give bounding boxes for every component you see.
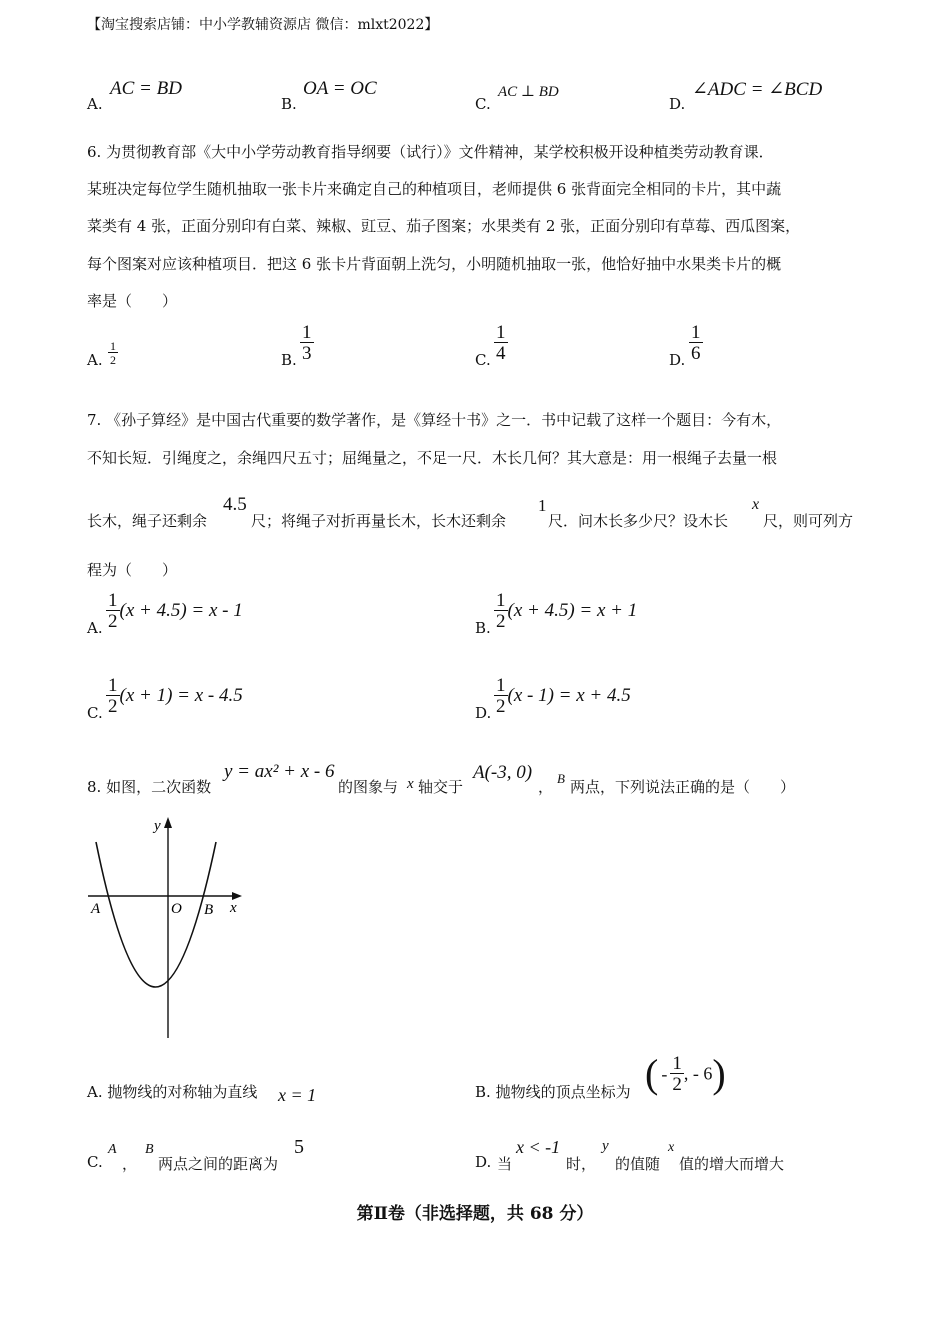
q5-option-d <box>669 95 685 113</box>
q8-option-d-cond: x < -1 <box>516 1137 561 1157</box>
frac-num: 1 <box>302 322 312 343</box>
frac-num: 1 <box>672 1053 682 1074</box>
q7-option-c-expr <box>106 676 243 716</box>
q8-option-c-label: C. <box>87 1153 103 1171</box>
q8-option-d-time: 时， <box>566 1155 597 1173</box>
minus-sign: - <box>661 1063 668 1084</box>
q5-option-b <box>281 95 297 113</box>
q7-option-b: B. <box>475 619 491 637</box>
q6-option-c-frac <box>494 323 508 363</box>
q6-option-c: C. <box>475 351 491 369</box>
frac-num: 1 <box>496 322 506 343</box>
equation-rest: (x + 4.5) = x + 1 <box>507 600 638 621</box>
graph-label-y: y <box>154 818 161 834</box>
q7-option-b-expr <box>494 591 637 631</box>
q5-option-c <box>475 95 491 113</box>
frac-num: 1 <box>108 590 118 611</box>
q7-line-4: 程为（ ） <box>87 561 178 579</box>
q7-option-a-expr <box>106 591 243 631</box>
frac-den: 2 <box>108 611 118 632</box>
q8-function: y = ax² + x - 6 <box>224 761 335 782</box>
q7-value-1: 1 <box>538 496 547 515</box>
frac-den: 2 <box>496 611 506 632</box>
q7-line-3d: 尺，则可列方 <box>763 512 854 530</box>
frac-num: 1 <box>496 590 506 611</box>
option-label: A. <box>87 95 103 113</box>
q7-line-2: 不知长短．引绳度之，余绳四尺五寸；屈绳量之，不足一尺．木长几何？其大意是：用一根绳子去量一根 <box>87 449 778 467</box>
option-text: 抛物线的顶点坐标为 <box>495 1083 631 1101</box>
q6-line-1: 6. 为贯彻教育部《大中小学劳动教育指导纲要（试行）》文件精神，某学校积极开设种植类劳动教育课． <box>87 143 774 161</box>
q7-line-3b: 尺；将绳子对折再量长木，长木还剩余 <box>251 512 507 530</box>
frac-den: 3 <box>302 343 312 364</box>
parabola-curve <box>96 842 216 987</box>
q8-text-c: 轴交于 <box>418 778 464 796</box>
q8-option-c-point-a: A <box>108 1142 117 1157</box>
shop-header: 【淘宝搜索店铺：中小学教辅资源店 微信：mlxt2022】 <box>87 17 439 33</box>
option-text: 抛物线的对称轴为直线 <box>107 1083 258 1101</box>
q7-option-d: D. <box>475 704 492 722</box>
q6-line-4: 每个图案对应该种植项目．把这 6 张卡片背面朝上洗匀，小明随机抽取一张，他恰好抽中水果类卡片的概 <box>87 255 782 273</box>
q7-line-3a: 长木，绳子还剩余 <box>87 512 208 530</box>
q6-option-d: D. <box>669 351 686 369</box>
q5-option-d-expr: ∠ADC = ∠BCD <box>692 79 823 100</box>
q7-option-c: C. <box>87 704 103 722</box>
equation-rest: (x + 4.5) = x - 1 <box>119 600 243 621</box>
q8-option-a-expr: x = 1 <box>278 1085 317 1105</box>
q8-option-b <box>475 1081 631 1102</box>
option-label: C. <box>475 95 491 113</box>
q8-option-a <box>87 1081 257 1102</box>
q7-line-1: 7. 《孙子算经》是中国古代重要的数学著作，是《算经十书》之一．书中记载了这样一个题目：今有木， <box>87 411 782 429</box>
option-label: B. <box>475 1083 491 1101</box>
q8-option-b-expr: ( - $\frac{1}{2}$ , - 6) <box>645 1051 726 1096</box>
x-axis-arrow <box>232 892 242 900</box>
option-label: D. <box>669 95 686 113</box>
section-title: 第Ⅱ卷（非选择题，共 68 分） <box>356 1204 594 1224</box>
frac-den: 2 <box>496 696 506 717</box>
q6-line-3: 菜类有 4 张，正面分别印有白菜、辣椒、豇豆、茄子图案；水果类有 2 张，正面分别印有草莓、西瓜图案， <box>87 217 801 235</box>
frac-num: 1 <box>691 322 701 343</box>
frac-num: 1 <box>496 675 506 696</box>
q8-option-d-label: D. <box>475 1153 492 1171</box>
q8-option-d-text2: 值的增大而增大 <box>679 1155 785 1173</box>
q8-option-c-point-b: B <box>145 1142 154 1157</box>
q8-option-c-text: 两点之间的距离为 <box>158 1155 279 1173</box>
q8-option-d-x: x <box>668 1140 675 1155</box>
parabola-graph <box>80 812 260 1044</box>
q6-option-a: A. <box>87 351 103 369</box>
q8-option-c-value: 5 <box>294 1136 304 1158</box>
vertex-tail: , - 6 <box>683 1063 713 1084</box>
frac-den: 4 <box>496 343 506 364</box>
q8-var-x: x <box>407 776 414 792</box>
q5-option-c-expr: AC ⊥ BD <box>498 84 559 100</box>
frac-den: 2 <box>108 696 118 717</box>
frac-den: 2 <box>672 1074 682 1095</box>
q7-value-4-5: 4.5 <box>223 494 247 515</box>
q5-option-b-expr: OA = OC <box>303 78 377 99</box>
q6-option-d-frac <box>689 323 703 363</box>
frac-den: 6 <box>691 343 701 364</box>
graph-label-b: B <box>204 902 214 918</box>
q5-option-a-expr: AC = BD <box>110 78 182 99</box>
q8-option-d-text1: 的值随 <box>615 1155 661 1173</box>
q7-line-3c: 尺．问木长多少尺？设木长 <box>548 512 729 530</box>
graph-label-o: O <box>171 901 182 917</box>
q8-option-d-when: 当 <box>497 1155 513 1173</box>
q8-text-a: 8. 如图，二次函数 <box>87 778 212 796</box>
frac-num: 1 <box>108 675 118 696</box>
q5-option-a <box>87 95 103 113</box>
q8-option-c-sep: ， <box>122 1155 138 1173</box>
q8-point-b: B <box>557 771 565 786</box>
q6-line-5: 率是（ ） <box>87 292 178 310</box>
q7-option-d-expr <box>494 676 631 716</box>
frac-den: 2 <box>110 353 116 367</box>
equation-rest: (x - 1) = x + 4.5 <box>507 685 631 706</box>
graph-label-a: A <box>91 901 101 917</box>
q6-line-2: 某班决定每位学生随机抽取一张卡片来确定自己的种植项目，老师提供 6 张背面完全相同的卡片，其中蔬 <box>87 180 782 198</box>
option-label: B. <box>281 95 297 113</box>
equation-rest: (x + 1) = x - 4.5 <box>119 685 243 706</box>
q7-var-x: x <box>752 496 760 513</box>
y-axis-arrow <box>164 817 172 828</box>
frac-num: 1 <box>110 339 116 353</box>
q8-sep: ， <box>538 778 554 796</box>
q8-text-b: 的图象与 <box>338 778 399 796</box>
q6-option-a-frac <box>108 340 118 366</box>
q6-option-b: B. <box>281 351 297 369</box>
q6-option-b-frac <box>300 323 314 363</box>
option-label: A. <box>87 1083 103 1101</box>
q8-text-d: 两点，下列说法正确的是（ ） <box>570 778 796 796</box>
q8-point-a: A(-3, 0) <box>473 762 533 783</box>
q8-option-d-y: y <box>602 1138 609 1154</box>
q7-option-a: A. <box>87 619 103 637</box>
graph-label-x: x <box>230 900 237 916</box>
